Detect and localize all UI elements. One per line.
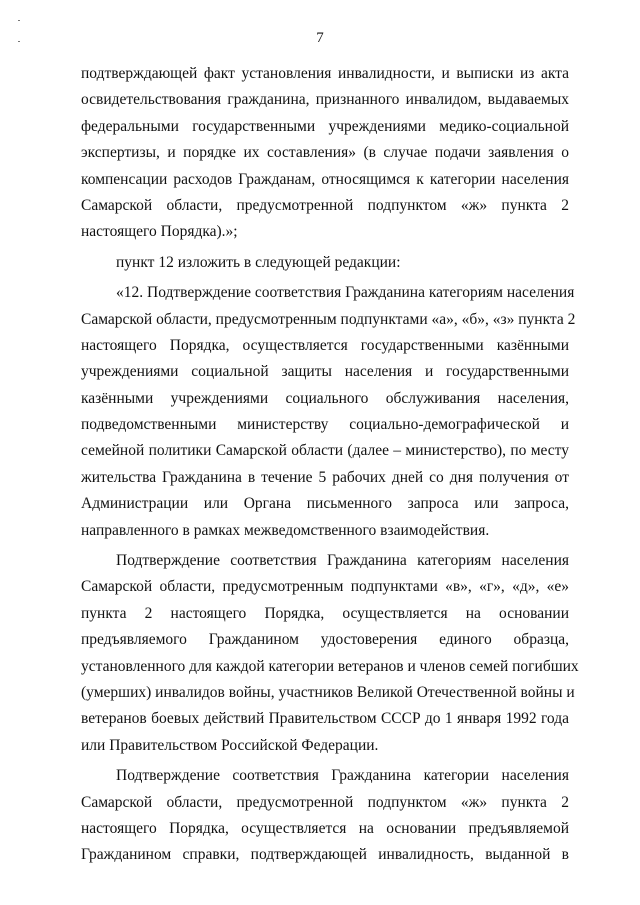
text-line: освидетельствования гражданина, признанного инвалидом, выдаваемых (81, 91, 569, 109)
paragraph-p4 (81, 548, 579, 759)
text-line: учреждениями социальной защиты населения и государственными (81, 363, 569, 381)
text-line: Администрации или Органа письменного запроса или запроса, (81, 495, 569, 513)
text-line: Гражданином справки, подтверждающей инвалидность, выданной в (81, 846, 569, 864)
text-line: компенсации расходов Гражданам, относящимся к категории населения (81, 170, 569, 188)
document-body (81, 61, 579, 869)
text-line: или Правительством Российской Федерации. (81, 736, 379, 754)
paragraph-p2 (81, 250, 569, 276)
text-line: (умерших) инвалидов войны, участников Великой Отечественной войны и (81, 683, 575, 701)
text-line: настоящего Порядка).»; (81, 223, 238, 241)
text-line: подтверждающей факт установления инвалидности, и выписки из акта (81, 65, 569, 82)
text-line: жительства Гражданина в течение 5 рабочих дней со дня получения от (81, 468, 569, 486)
paragraph-p3 (81, 280, 576, 544)
text-line: экспертизы, и порядке их составления» (в случае подачи заявления о (81, 144, 569, 162)
text-line: казёнными учреждениями социального обслуживания населения, (81, 389, 569, 407)
text-line: Подтверждение соответствия Гражданина категории населения (116, 767, 569, 785)
margin-mark (18, 20, 20, 21)
text-line: Самарской области, предусмотренной подпунктом «ж» пункта 2 (81, 196, 569, 214)
text-line: пункт 12 изложить в следующей редакции: (116, 253, 401, 271)
text-line: семейной политики Самарской области (далее – министерство), по месту (81, 442, 569, 460)
paragraph-p1 (81, 61, 569, 246)
text-line: Подтверждение соответствия Гражданина категориям населения (116, 552, 569, 570)
text-line: предъявляемого Гражданином удостоверения единого образца, (81, 631, 569, 649)
text-line: подведомственными министерству социально-демографической и (81, 416, 569, 434)
margin-mark (18, 41, 20, 42)
text-line: Самарской области, предусмотренным подпунктами «в», «г», «д», «е» (81, 578, 569, 596)
text-line: направленного в рамках межведомственного взаимодействия. (81, 521, 490, 539)
text-line: пункта 2 настоящего Порядка, осуществляется на основании (81, 604, 569, 622)
text-line: настоящего Порядка, осуществляется государственными казёнными (81, 336, 569, 354)
text-line: Самарской области, предусмотренным подпунктами «а», «б», «з» пункта 2 (81, 310, 576, 328)
text-line: федеральными государственными учреждениями медико-социальной (81, 117, 569, 135)
page-number: 7 (316, 30, 324, 46)
text-line: настоящего Порядка, осуществляется на основании предъявляемой (81, 819, 569, 837)
text-line: Самарской области, предусмотренной подпунктом «ж» пункта 2 (81, 793, 569, 811)
paragraph-p5 (81, 763, 569, 869)
text-line: ветеранов боевых действий Правительством СССР до 1 января 1992 года (81, 710, 569, 728)
text-line: «12. Подтверждение соответствия Гражданина категориям населения (116, 284, 575, 302)
text-line: установленного для каждой категории ветеранов и членов семей погибших (81, 657, 579, 675)
